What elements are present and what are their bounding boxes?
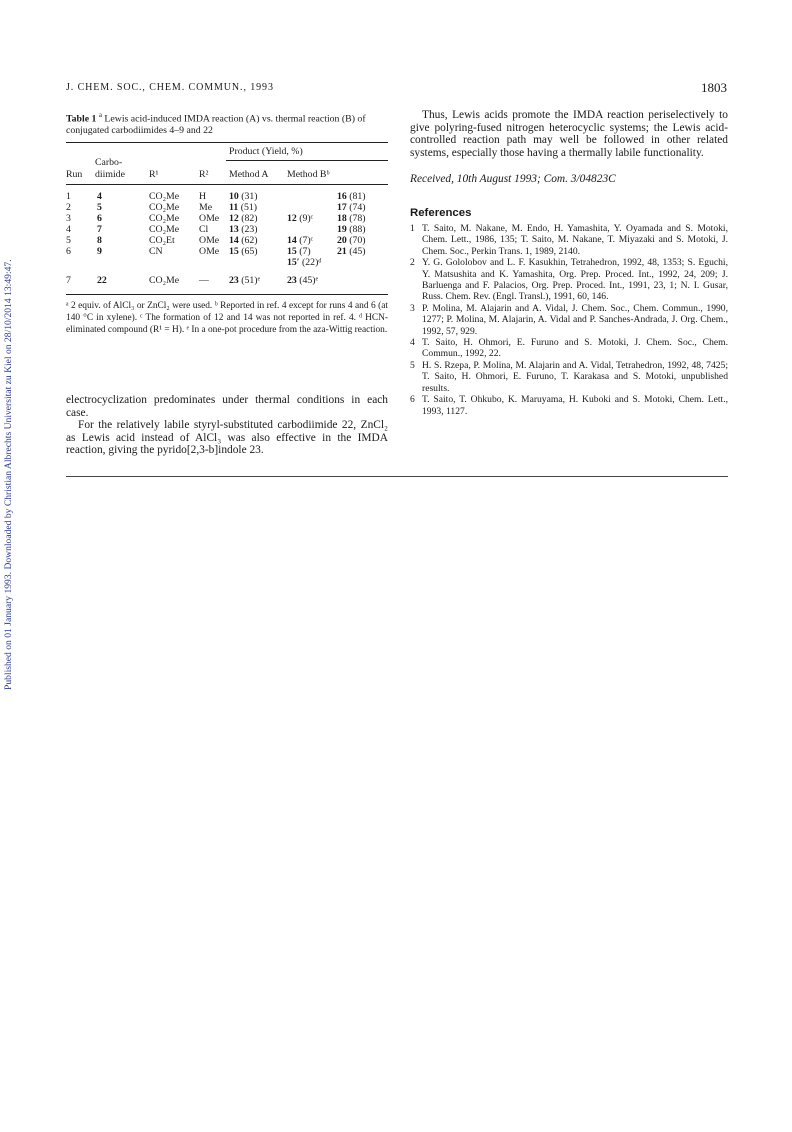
cell-carbodiimide: 9: [97, 246, 102, 258]
cell-r1: CO₂Me: [149, 213, 180, 225]
table-caption-label: Table 1: [66, 113, 97, 125]
header-run: Run: [66, 169, 83, 181]
cell-r1: CO₂Me: [149, 224, 180, 236]
received-line: Received, 10th August 1993; Com. 3/04823C: [410, 173, 616, 185]
table-caption-text: Lewis acid-induced IMDA reaction (A) vs. thermal reaction (B) of conjugated carbodiimides 4–9 and 22: [66, 113, 366, 137]
paragraph: electrocyclization predominates under thermal conditions in each case.: [66, 394, 388, 419]
cell-method-a: 15 (65): [229, 246, 258, 258]
reference-item: 6 T. Saito, T. Ohkubo, K. Maruyama, H. Kuboki and S. Motoki, Chem. Lett., 1993, 1127.: [410, 394, 728, 417]
cell-r2: OMe: [199, 213, 220, 225]
cell-r1: CO₂Me: [149, 191, 180, 203]
running-head: J. CHEM. SOC., CHEM. COMMUN., 1993: [66, 82, 274, 93]
cell-carbodiimide: 8: [97, 235, 102, 247]
cell-r1: CO₂Et: [149, 235, 175, 247]
table-body: [66, 191, 388, 293]
cell-r2: Cl: [199, 224, 209, 236]
header-product-group: Product (Yield, %): [229, 146, 303, 158]
cell-run: 6: [66, 246, 71, 258]
cell-method-a: 10 (31): [229, 191, 258, 203]
table-header-rule: [66, 184, 388, 185]
cell-r1: CO₂Me: [149, 275, 180, 287]
table-bottom-rule: [66, 294, 388, 295]
cell-method-a: 13 (23): [229, 224, 258, 236]
left-body: [66, 394, 388, 457]
cell-run: 1: [66, 191, 71, 203]
header-carbodiimide-2: diimide: [95, 169, 125, 181]
download-stamp: [3, 210, 15, 690]
cell-method-b-side: 15′ (22)ᵈ: [287, 257, 322, 269]
cell-method-a: 12 (82): [229, 213, 258, 225]
cell-method-b: 19 (88): [337, 224, 366, 236]
header-r2: R²: [199, 169, 209, 181]
table-footnote: ᵃ 2 equiv. of AlCl₃ or ZnCl₂ were used. ᵇ Reported in ref. 4 except for runs 4 and 6 (at 140 °C in xylene). ᶜ The formation of 12 and 14 was not reported in ref. 4. ᵈ HCN-eliminated compound (R¹ = H). ᵉ In a one-pot procedure from the aza-Wittig reaction.: [66, 301, 388, 336]
page-bottom-rule: [66, 476, 728, 477]
reference-item: 5 H. S. Rzepa, P. Molina, M. Alajarin and A. Vidal, Tetrahedron, 1992, 48, 7425; T. Saito, H. Ohmori, E. Furuno, T. Karakasa and S. Motoki, unpublished results.: [410, 359, 728, 394]
reference-list: [410, 223, 728, 417]
cell-r2: —: [199, 275, 209, 287]
cell-run: 5: [66, 235, 71, 247]
cell-r2: Me: [199, 202, 213, 214]
cell-carbodiimide: 7: [97, 224, 102, 236]
cell-run: 3: [66, 213, 71, 225]
header-r1: R¹: [149, 169, 159, 181]
reference-item: 3 P. Molina, M. Alajarin and A. Vidal, J. Chem. Soc., Chem. Commun., 1990, 1277; P. Molina, M. Alajarin, A. Vidal and P. Sanches-Andrada, J. Org. Chem., 1992, 57, 929.: [410, 302, 728, 337]
page-number: 1803: [701, 80, 727, 95]
cell-method-a: 23 (51)ᵉ: [229, 275, 261, 287]
header-group-rule: [226, 160, 388, 161]
cell-method-b: 18 (78): [337, 213, 366, 225]
cell-carbodiimide: 22: [97, 275, 107, 287]
paragraph: Thus, Lewis acids promote the IMDA reaction periselectively to give polyring-fused nitrogen heterocyclic systems; the Lewis acid-controlled reaction path may well be followed in other related systems, especially those having a thermally labile functionality.: [410, 109, 728, 159]
header-method-a: Method A: [229, 169, 269, 181]
left-column: [66, 109, 388, 457]
cell-r1: CO₂Me: [149, 202, 180, 214]
references-heading: References: [410, 207, 472, 219]
header-carbodiimide-1: Carbo-: [95, 157, 123, 169]
cell-method-a: 11 (51): [229, 202, 258, 214]
cell-method-b-side: 15 (7): [287, 246, 311, 258]
cell-method-b: 20 (70): [337, 235, 366, 247]
cell-carbodiimide: 6: [97, 213, 102, 225]
cell-method-b: 17 (74): [337, 202, 366, 214]
reference-item: 1 T. Saito, M. Nakane, M. Endo, H. Yamashita, Y. Oyamada and S. Motoki, Chem. Lett., 1986, 135; T. Saito, M. Nakane, T. Miyazaki and S. Motoki, J. Chem. Soc., Perkin Trans. 1, 1989, 2140.: [410, 223, 728, 257]
cell-method-b-side: 12 (9)ᶜ: [287, 213, 314, 225]
reference-item: 4 T. Saito, H. Ohmori, E. Furuno and S. Motoki, J. Chem. Soc., Chem. Commun., 1992, 22.: [410, 337, 728, 360]
cell-carbodiimide: 5: [97, 202, 102, 214]
table-caption: [66, 109, 388, 137]
cell-r2: OMe: [199, 235, 220, 247]
cell-run: 2: [66, 202, 71, 214]
cell-run: 7: [66, 275, 71, 287]
cell-r2: H: [199, 191, 207, 203]
table-header: [66, 143, 388, 181]
cell-method-b-side: 23 (45)ᵉ: [287, 275, 319, 287]
cell-method-b-side: 14 (7)ᶜ: [287, 235, 314, 247]
header-method-b: Method Bᵇ: [287, 169, 330, 181]
cell-method-a: 14 (62): [229, 235, 258, 247]
reference-item: 2 Y. G. Gololobov and L. F. Kasukhin, Tetrahedron, 1992, 48, 1353; S. Eguchi, Y. Matsushita and K. Yamashita, Org. Prep. Proced. Int., 1992, 24, 209; J. Barluenga and F. Palacios, Org. Prep. Proced. Int., 1991, 23, 1; N. I. Gusar, Russ. Chem. Rev. (Engl. Transl.), 1991, 60, 146.: [410, 257, 728, 303]
cell-run: 4: [66, 224, 71, 236]
right-column: [410, 109, 728, 417]
table-caption-mark: a: [98, 111, 102, 119]
cell-method-b: 16 (81): [337, 191, 366, 203]
paragraph: For the relatively labile styryl-substituted carbodiimide 22, ZnCl₂ as Lewis acid instead of AlCl₃ was also effective in the IMDA reaction, giving the pyrido[2,3-b]indole 23.: [66, 419, 388, 457]
download-stamp-text: Published on 01 January 1993. Downloaded by Christian Albrechts Universitat zu Kiel on 28/10/2014 13:49:47.: [3, 259, 14, 690]
cell-r2: OMe: [199, 246, 220, 258]
cell-carbodiimide: 4: [97, 191, 102, 203]
cell-method-b: 21 (45): [337, 246, 366, 258]
cell-r1: CN: [149, 246, 163, 258]
